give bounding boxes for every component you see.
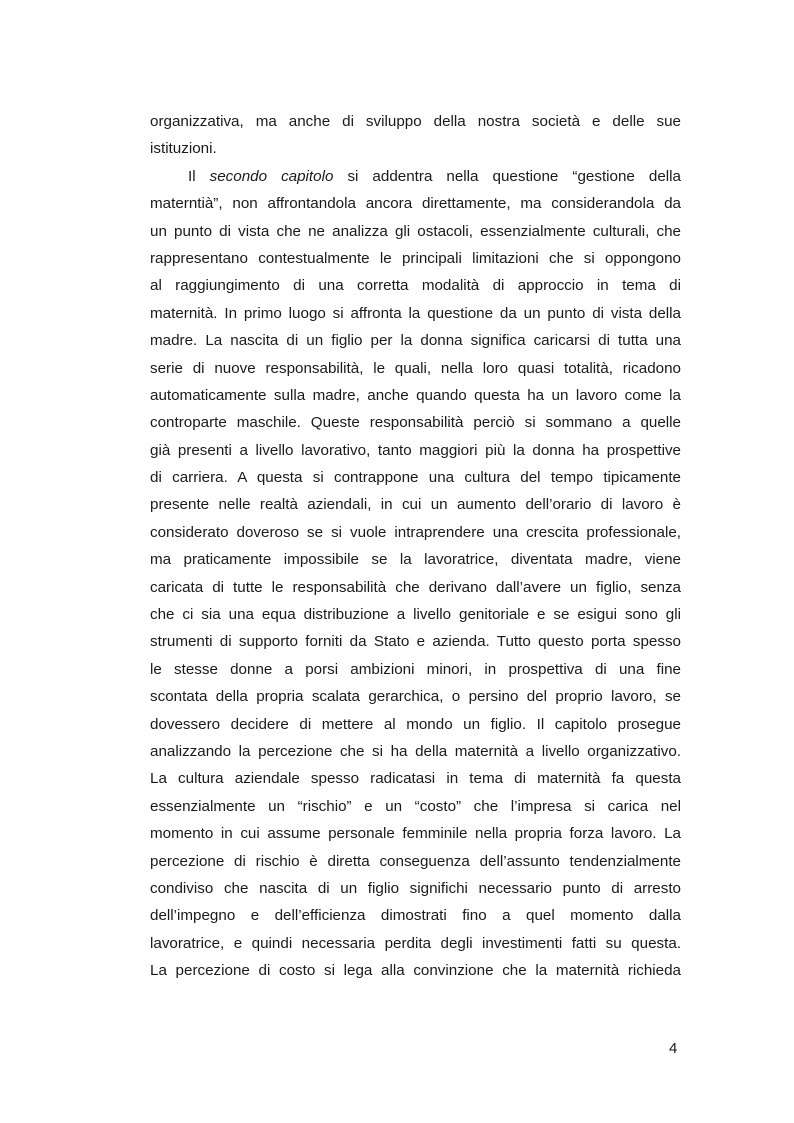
text-line: materntià”, non affrontandola ancora direttamente, ma considerandola da <box>150 195 681 213</box>
page-number: 4 <box>669 1040 678 1057</box>
body-text <box>150 108 681 985</box>
text-line: di carriera. A questa si contrappone una cultura del tempo tipicamente <box>150 469 681 487</box>
text-line: essenzialmente un “rischio” e un “costo” che l’impresa si carica nel <box>150 797 681 815</box>
text-line: dovessero decidere di mettere al mondo un figlio. Il capitolo prosegue <box>150 715 681 733</box>
text-line: istituzioni. <box>150 140 217 158</box>
text-line: automaticamente sulla madre, anche quando questa ha un lavoro come la <box>150 386 681 404</box>
text-line: ma praticamente impossibile se la lavoratrice, diventata madre, viene <box>150 551 681 569</box>
emphasized-term: secondo capitolo <box>209 167 334 185</box>
text-line: scontata della propria scalata gerarchica, o persino del proprio lavoro, se <box>150 688 681 706</box>
text-line: condiviso che nascita di un figlio significhi necessario punto di arresto <box>150 879 681 897</box>
text-line: già presenti a livello lavorativo, tanto maggiori più la donna ha prospettive <box>150 441 681 459</box>
text-line: percezione di rischio è diretta conseguenza dell’assunto tendenzialmente <box>150 852 681 870</box>
text-line: analizzando la percezione che si ha della maternità a livello organizzativo. <box>150 742 681 760</box>
text-fragment: si addentra nella questione “gestione della <box>333 167 681 185</box>
text-line: organizzativa, ma anche di sviluppo della nostra società e delle sue <box>150 113 681 130</box>
text-line: maternità. In primo luogo si affronta la questione da un punto di vista della <box>150 304 681 322</box>
text-line: al raggiungimento di una corretta modalità di approccio in tema di <box>150 277 681 295</box>
text-line: presente nelle realtà aziendali, in cui un aumento dell’orario di lavoro è <box>150 496 681 514</box>
text-fragment: Il <box>188 167 210 185</box>
text-line: caricata di tutte le responsabilità che derivano dall’avere un figlio, senza <box>150 578 681 596</box>
text-line: La percezione di costo si lega alla convinzione che la maternità richieda <box>150 962 681 980</box>
text-line: considerato doveroso se si vuole intraprendere una crescita professionale, <box>150 523 681 541</box>
text-line: le stesse donne a porsi ambizioni minori, in prospettiva di una fine <box>150 660 681 678</box>
text-line: che ci sia una equa distribuzione a livello genitoriale e se esigui sono gli <box>150 606 681 624</box>
text-line: lavoratrice, e quindi necessaria perdita degli investimenti fatti su questa. <box>150 934 681 952</box>
text-line: un punto di vista che ne analizza gli ostacoli, essenzialmente culturali, che <box>150 222 681 240</box>
text-line: madre. La nascita di un figlio per la donna significa caricarsi di tutta una <box>150 332 681 350</box>
text-line: rappresentano contestualmente le principali limitazioni che si oppongono <box>150 249 681 267</box>
text-line: serie di nuove responsabilità, le quali, nella loro quasi totalità, ricadono <box>150 359 681 377</box>
text-line: strumenti di supporto forniti da Stato e azienda. Tutto questo porta spesso <box>150 633 681 651</box>
text-line: momento in cui assume personale femminile nella propria forza lavoro. La <box>150 825 681 843</box>
text-line: controparte maschile. Queste responsabilità perciò si sommano a quelle <box>150 414 681 432</box>
text-line: dell’impegno e dell’efficienza dimostrati fino a quel momento dalla <box>150 907 681 925</box>
text-line: La cultura aziendale spesso radicatasi in tema di maternità fa questa <box>150 770 681 788</box>
text-line <box>150 163 681 190</box>
